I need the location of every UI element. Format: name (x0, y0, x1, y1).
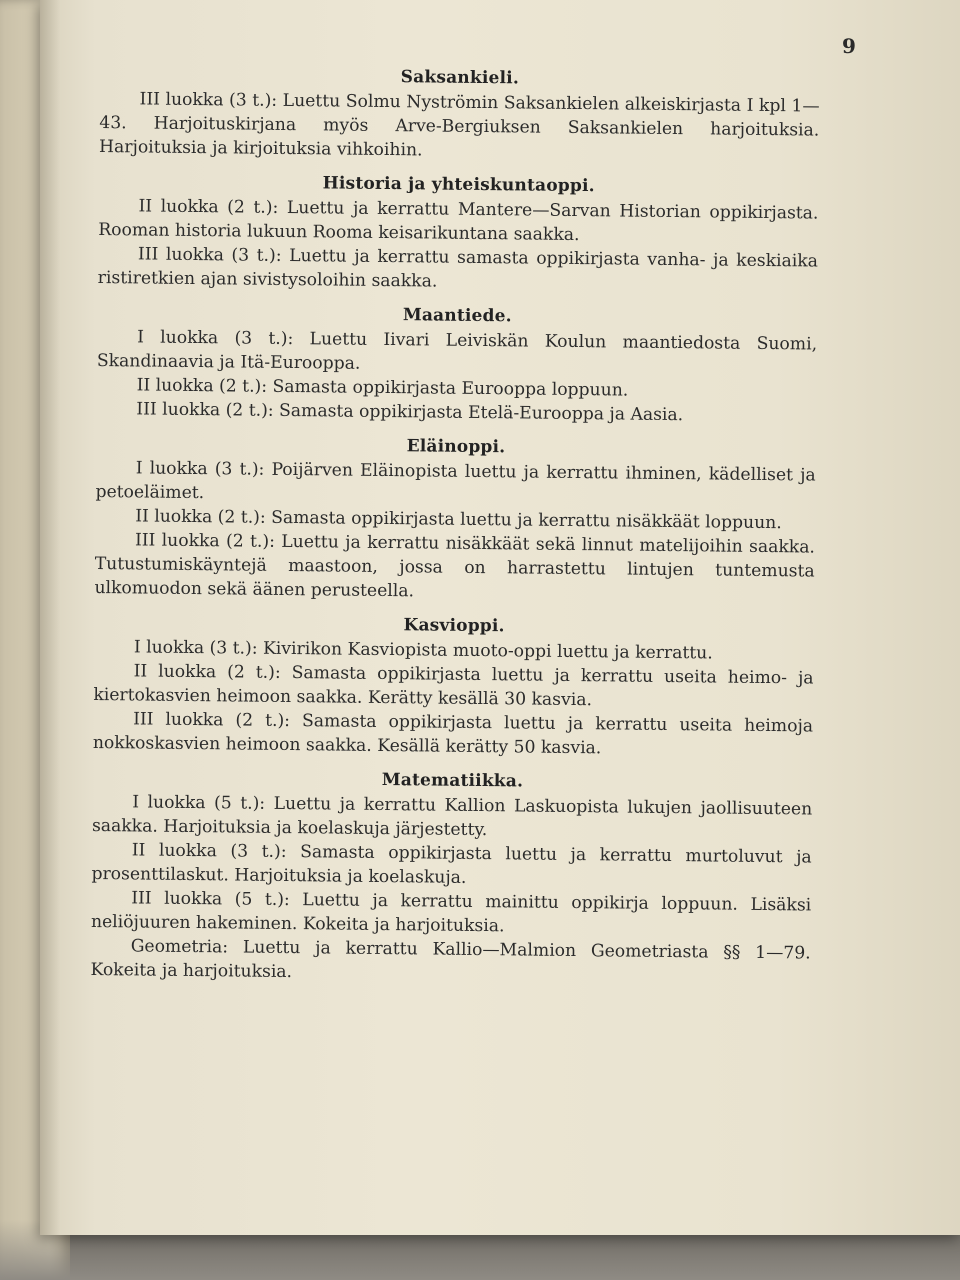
section-paragraph: III luokka (2 t.): Samasta oppikirjasta luettu ja kerrattu useita heimoja nokkoskasvien heimoon saakka. Kesällä kerätty 50 kasvia. (92, 709, 814, 759)
section-paragraph: III luokka (2 t.): Samasta oppikirjasta Etelä-Eurooppa ja Aasia. (136, 399, 684, 426)
section-heading: Matematiikka. (381, 769, 524, 792)
section-paragraph: Geometria: Luettu ja kerrattu Kallio—Malmion Geometriasta §§ 1—79. Kokeita ja harjoituksia. (90, 936, 811, 983)
section-paragraph: II luokka (3 t.): Samasta oppikirjasta luettu ja kerrattu murtoluvut ja prosenttilaskut. Harjoituksia ja koelaskuja. (91, 840, 812, 888)
section-heading: Saksankieli. (400, 67, 520, 89)
section-kasvioppi (93, 610, 814, 763)
section-historia (98, 169, 819, 298)
section-paragraph: II luokka (2 t.): Luettu ja kerrattu Mantere—Sarvan Historian oppikirjasta. Rooman historia lukuun Rooma keisarikuntana saakka. (98, 196, 819, 246)
section-paragraph: II luokka (2 t.): Samasta oppikirjasta luettu ja kerrattu useita heimo- ja kiertokasvien heimoon saakka. Kerätty kesällä 30 kasvia. (93, 661, 814, 711)
section-paragraph: II luokka (2 t.): Samasta oppikirjasta Eurooppa loppuun. (136, 375, 629, 401)
page-text (90, 62, 820, 999)
section-paragraph: I luokka (3 t.): Luettu Iivari Leiviskän Koulun maantiedosta Suomi, Skandinaavia ja Itä-Eurooppa. (96, 327, 818, 374)
section-heading: Eläinoppi. (406, 436, 506, 458)
section-heading: Kasvioppi. (403, 615, 505, 637)
section-paragraph: III luokka (3 t.): Luettu Solmu Nyströmin Saksankielen alkeiskirjasta I kpl 1—43. Harjoituskirjana myös Arve-Bergiuksen Saksankielen harjoituksia. Harjoituksia ja kirjoituksia vihkoihin. (99, 89, 820, 161)
section-paragraph: III luokka (3 t.): Luettu ja kerrattu samasta oppikirjasta vanha- ja keskiaika ristiretkien ajan sivistysoloihin saakka. (97, 244, 819, 292)
section-heading: Historia ja yhteiskuntaoppi. (322, 173, 595, 197)
section-elainoppi (94, 431, 816, 608)
section-matematiikka (90, 765, 812, 990)
section-paragraph: II luokka (2 t.): Samasta oppikirjasta luettu ja kerrattu nisäkkäät loppuun. (135, 506, 782, 534)
section-paragraph: I luokka (5 t.): Luettu ja kerrattu Kallion Laskuopista lukujen jaollisuuteen saakka. Harjoituksia ja koelaskuja järjestetty. (91, 792, 813, 841)
section-paragraph: I luokka (3 t.): Poijärven Eläinopista luettu ja kerrattu ihminen, kädelliset ja petoeläimet. (95, 458, 816, 504)
section-paragraph: III luokka (5 t.): Luettu ja kerrattu mainittu oppikirja loppuun. Lisäksi neliöjuuren hakeminen. Kokeita ja harjoituksia. (90, 888, 812, 937)
section-heading: Maantiede. (402, 305, 512, 327)
section-paragraph: III luokka (2 t.): Luettu ja kerrattu nisäkkäät sekä linnut matelijoihin saakka. Tutustumiskäyntejä maastoon, jossa on harrastettu lintujen tuntemusta ulkomuodon sekä äänen perusteella. (94, 530, 816, 602)
section-saksankieli (99, 62, 820, 167)
page-number: 9 (842, 34, 856, 58)
section-paragraph: I luokka (3 t.): Kivirikon Kasviopista muoto-oppi luettu ja kerrattu. (133, 637, 713, 664)
section-maantiede (96, 300, 817, 429)
